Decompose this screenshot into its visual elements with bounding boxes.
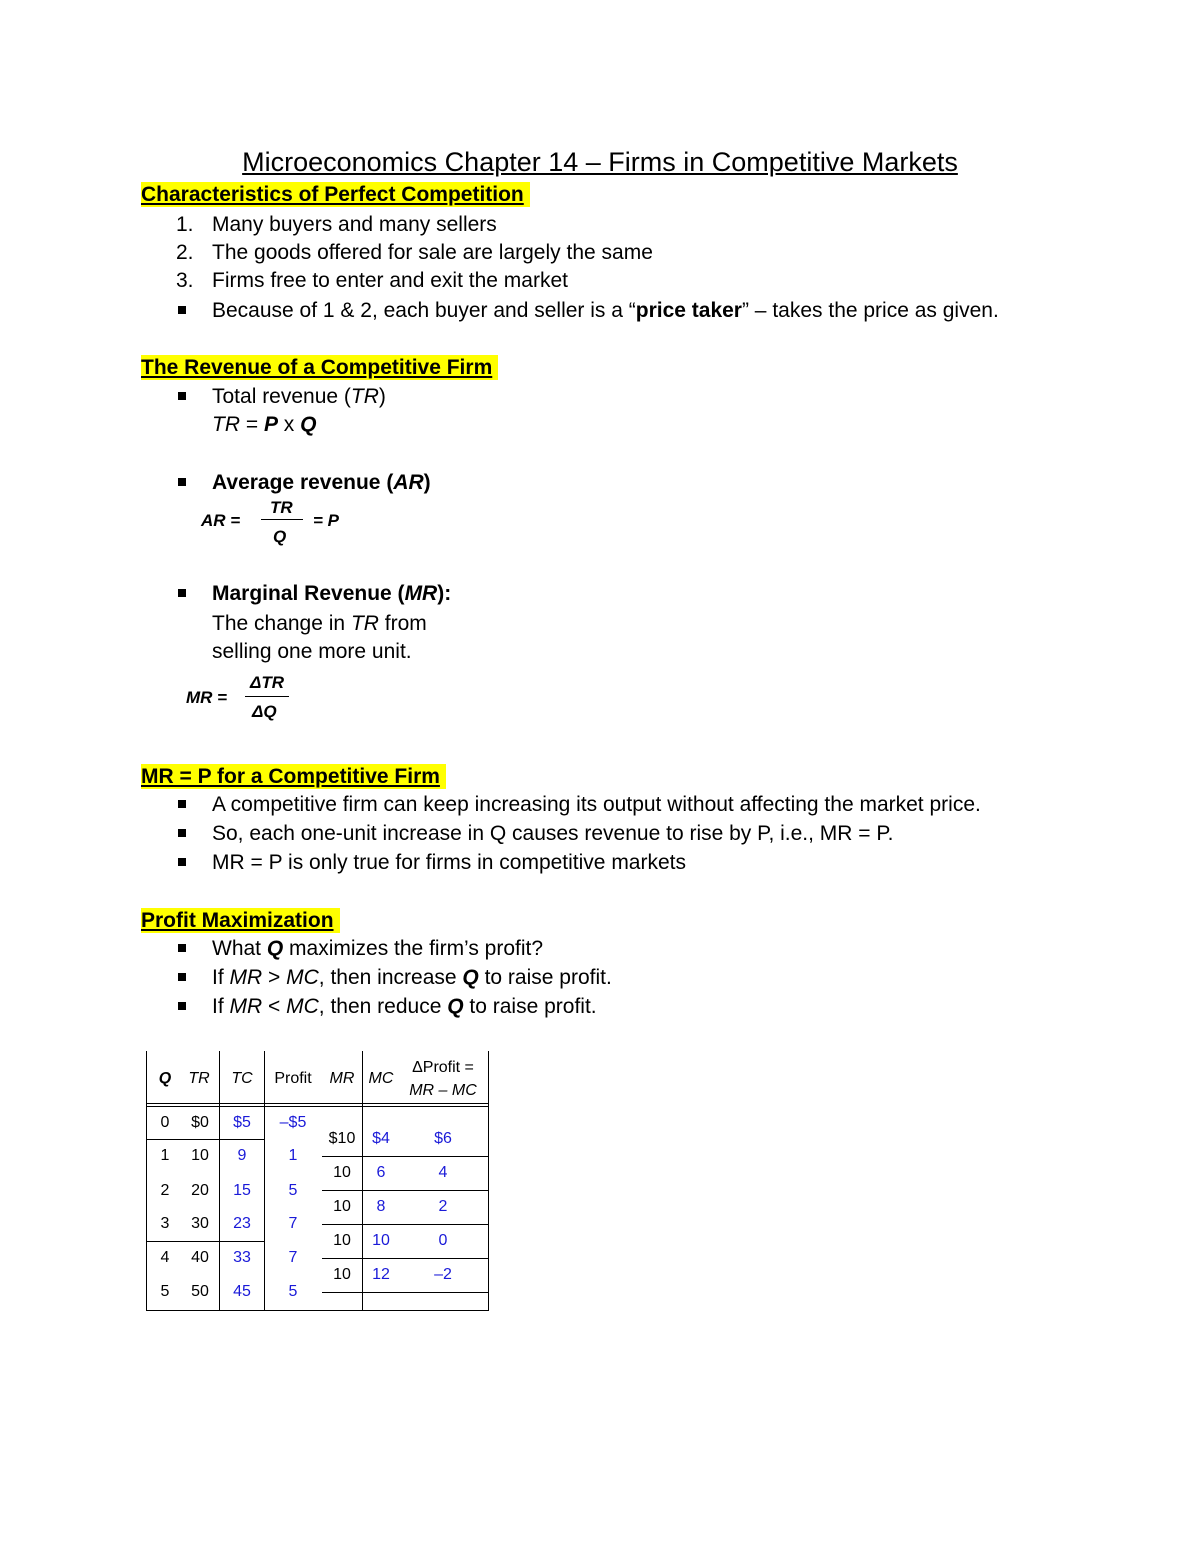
header-profit: Profit — [274, 1070, 312, 1087]
header-mr: MR — [329, 1070, 355, 1087]
cell-q: 4 — [160, 1249, 170, 1266]
row-rule — [322, 1258, 489, 1259]
list-item: The goods offered for sale are largely the same — [212, 241, 653, 264]
page-title: Microeconomics Chapter 14 – Firms in Competitive Markets — [242, 147, 958, 177]
row-rule — [322, 1190, 489, 1191]
list-marker: 1. — [176, 213, 194, 236]
list-item: Many buyers and many sellers — [212, 213, 497, 236]
bullet-icon — [178, 944, 186, 952]
cell-mc: 8 — [376, 1198, 386, 1215]
cell-profit: 7 — [288, 1249, 298, 1266]
ar-lhs: AR = — [201, 511, 241, 530]
list-marker: 3. — [176, 269, 194, 292]
bullet-icon — [178, 973, 186, 981]
table-border — [146, 1310, 489, 1311]
header-tr: TR — [188, 1070, 210, 1087]
cell-q: 2 — [160, 1182, 170, 1199]
list-item: So, each one-unit increase in Q causes revenue to rise by P, i.e., MR = P. — [212, 822, 894, 845]
cell-tc: 33 — [233, 1249, 251, 1266]
marginal-revenue-label: Marginal Revenue (MR): — [212, 582, 452, 605]
cell-profit: 5 — [288, 1182, 298, 1199]
cell-mc: $4 — [372, 1130, 390, 1147]
cell-tc: $5 — [233, 1114, 251, 1131]
row-rule — [146, 1241, 264, 1242]
bullet-icon — [178, 589, 186, 597]
heading-characteristics: Characteristics of Perfect Competition — [141, 182, 530, 207]
average-revenue-label: Average revenue (AR) — [212, 471, 431, 494]
header-tc: TC — [231, 1070, 253, 1087]
cell-mr: 10 — [333, 1198, 351, 1215]
cell-tc: 45 — [233, 1283, 251, 1300]
cell-tc: 23 — [233, 1215, 251, 1232]
heading-profit-maximization: Profit Maximization — [141, 908, 340, 933]
table-divider — [219, 1051, 220, 1311]
cell-mr: 10 — [333, 1232, 351, 1249]
header-rule — [146, 1103, 489, 1104]
ar-fraction-bar — [261, 519, 303, 520]
cell-mc: 10 — [372, 1232, 390, 1249]
header-rule — [146, 1106, 489, 1107]
cell-tr: $0 — [191, 1114, 209, 1131]
cell-profit: 7 — [288, 1215, 298, 1232]
cell-profit: –$5 — [279, 1114, 307, 1131]
header-dprofit-1: ΔProfit = — [412, 1059, 474, 1076]
total-revenue-label: Total revenue (TR) — [212, 385, 386, 408]
list-item: MR = P is only true for firms in competitive markets — [212, 851, 686, 874]
cell-tr: 30 — [191, 1215, 209, 1232]
ar-numerator: TR — [270, 498, 293, 517]
cell-profit: 1 — [288, 1147, 298, 1164]
profit-table — [146, 1051, 489, 1311]
cell-q: 1 — [160, 1147, 170, 1164]
cell-dprofit: 0 — [438, 1232, 448, 1249]
row-rule — [146, 1139, 264, 1140]
cell-dprofit: $6 — [434, 1130, 452, 1147]
bullet-icon — [178, 858, 186, 866]
header-q: Q — [158, 1070, 172, 1087]
header-dprofit-2: MR – MC — [409, 1082, 477, 1099]
cell-tr: 20 — [191, 1182, 209, 1199]
list-item: What Q maximizes the firm’s profit? — [212, 937, 544, 960]
table-border — [146, 1051, 147, 1311]
header-mc: MC — [368, 1070, 394, 1087]
list-item: If MR > MC, then increase Q to raise profit. — [212, 966, 612, 989]
row-rule — [322, 1292, 489, 1293]
bullet-icon — [178, 306, 186, 314]
cell-tc: 15 — [233, 1182, 251, 1199]
cell-tr: 50 — [191, 1283, 209, 1300]
mr-fraction-bar — [245, 696, 289, 697]
cell-tc: 9 — [237, 1147, 247, 1164]
bullet-icon — [178, 800, 186, 808]
list-item: If MR < MC, then reduce Q to raise profit. — [212, 995, 597, 1018]
mr-numerator: ΔTR — [250, 673, 285, 692]
ar-denominator: Q — [273, 527, 287, 546]
cell-mr: $10 — [328, 1130, 356, 1147]
list-item: Firms free to enter and exit the market — [212, 269, 568, 292]
table-divider — [264, 1051, 265, 1311]
cell-tr: 10 — [191, 1147, 209, 1164]
row-rule — [322, 1224, 489, 1225]
bullet-icon — [178, 478, 186, 486]
bullet-icon — [178, 829, 186, 837]
cell-q: 3 — [160, 1215, 170, 1232]
mr-description-2: selling one more unit. — [212, 640, 412, 663]
cell-profit: 5 — [288, 1283, 298, 1300]
cell-mc: 12 — [372, 1266, 390, 1283]
cell-mc: 6 — [376, 1164, 386, 1181]
row-rule — [322, 1156, 489, 1157]
cell-dprofit: 4 — [438, 1164, 448, 1181]
cell-tr: 40 — [191, 1249, 209, 1266]
cell-mr: 10 — [333, 1266, 351, 1283]
cell-q: 5 — [160, 1283, 170, 1300]
cell-mr: 10 — [333, 1164, 351, 1181]
list-marker: 2. — [176, 241, 194, 264]
tr-formula: TR = P x Q — [212, 413, 317, 436]
mr-description-1: The change in TR from — [212, 612, 427, 635]
bullet-icon — [178, 1002, 186, 1010]
bullet-icon — [178, 392, 186, 400]
mr-denominator: ΔQ — [252, 702, 277, 721]
table-divider — [362, 1051, 363, 1311]
table-border — [488, 1051, 489, 1311]
heading-mr-equals-p: MR = P for a Competitive Firm — [141, 764, 446, 789]
cell-q: 0 — [160, 1114, 170, 1131]
heading-revenue: The Revenue of a Competitive Firm — [141, 355, 498, 380]
price-taker-text: Because of 1 & 2, each buyer and seller is a “price taker” – takes the price as given. — [212, 299, 999, 322]
ar-rhs: = P — [313, 511, 339, 530]
list-item: A competitive firm can keep increasing its output without affecting the market price. — [212, 793, 981, 816]
mr-lhs: MR = — [186, 688, 228, 707]
cell-dprofit: –2 — [434, 1266, 452, 1283]
cell-dprofit: 2 — [438, 1198, 448, 1215]
